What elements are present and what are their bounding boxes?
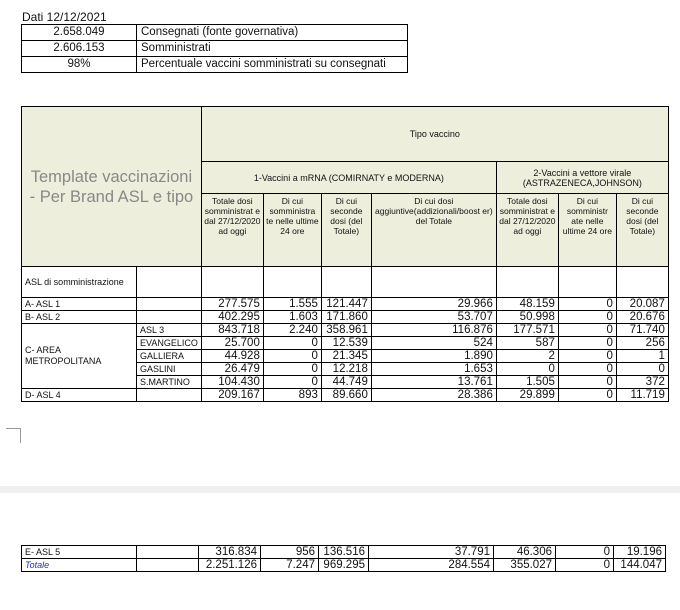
value-cell: 19.196 <box>614 546 666 559</box>
col-header-totale-vector: Totale dosi somministrat e dal 27/12/2020 ad oggi <box>496 194 558 267</box>
value-cell: 358.961 <box>321 324 371 337</box>
value-cell: 0 <box>558 337 616 350</box>
col-header-seconde-vector: Di cui seconde dosi (del Totale) <box>616 194 668 267</box>
value-cell: 20.087 <box>616 298 668 311</box>
value-cell: 104.430 <box>201 376 263 389</box>
value-cell: 0 <box>263 376 321 389</box>
tipo-vaccino-header: Tipo vaccino <box>201 107 668 162</box>
col-header-aggiuntive-mrna: Di cui dosi aggiuntive(addizionali/boost er) del Totale <box>371 194 496 267</box>
value-cell: 26.479 <box>201 363 263 376</box>
value-cell: 48.159 <box>496 298 558 311</box>
total-value-cell: 969.295 <box>319 559 369 572</box>
value-cell: 0 <box>263 350 321 363</box>
value-cell: 29.899 <box>496 389 558 402</box>
asl-label-cell: ASL di somministrazione <box>22 267 137 298</box>
summary-value: 98% <box>22 57 137 73</box>
summary-row <box>22 41 408 57</box>
value-cell: 89.660 <box>321 389 371 402</box>
value-cell: 0 <box>558 311 616 324</box>
value-cell: 53.707 <box>371 311 496 324</box>
viral-vector-group-header: 2-Vaccini a vettore virale (ASTRAZENECA,JOHNSON) <box>496 162 668 194</box>
value-cell: 1 <box>616 350 668 363</box>
summary-label: Consegnati (fonte governativa) <box>137 25 408 41</box>
value-cell: 316.834 <box>199 546 261 559</box>
value-cell: 12.539 <box>321 337 371 350</box>
value-cell: 1.603 <box>263 311 321 324</box>
summary-row <box>22 25 408 41</box>
value-cell: 956 <box>261 546 319 559</box>
col-header-24h-vector: Di cui somministr ate nelle ultime 24 ore <box>558 194 616 267</box>
total-value-cell: 284.554 <box>369 559 494 572</box>
value-cell: 843.718 <box>201 324 263 337</box>
summary-label: Somministrati <box>137 41 408 57</box>
total-label: Totale <box>22 559 137 572</box>
total-value-cell: 144.047 <box>614 559 666 572</box>
value-cell: 25.700 <box>201 337 263 350</box>
value-cell: 2.240 <box>263 324 321 337</box>
value-cell: 0 <box>558 350 616 363</box>
value-cell: 29.966 <box>371 298 496 311</box>
summary-row <box>22 57 408 73</box>
col-header-24h-mrna: Di cui somministra te nelle ultime 24 ore <box>263 194 321 267</box>
row-label: B- ASL 2 <box>22 311 137 324</box>
total-value-cell: 2.251.126 <box>199 559 261 572</box>
row-label: A- ASL 1 <box>22 298 137 311</box>
row-label: E- ASL 5 <box>22 546 137 559</box>
value-cell: 0 <box>263 337 321 350</box>
col-header-totale-mrna: Totale dosi somministrat e dal 27/12/2020 ad oggi <box>201 194 263 267</box>
value-cell: 37.791 <box>369 546 494 559</box>
value-cell: 0 <box>558 324 616 337</box>
sub-label: GALLIERA <box>137 350 202 363</box>
value-cell: 28.386 <box>371 389 496 402</box>
summary-table <box>21 24 408 73</box>
value-cell: 402.295 <box>201 311 263 324</box>
total-value-cell: 355.027 <box>494 559 556 572</box>
value-cell: 71.740 <box>616 324 668 337</box>
value-cell: 372 <box>616 376 668 389</box>
page-break <box>0 486 680 493</box>
value-cell: 44.749 <box>321 376 371 389</box>
value-cell: 893 <box>263 389 321 402</box>
value-cell: 0 <box>558 363 616 376</box>
vaccination-table <box>21 106 669 402</box>
value-cell: 0 <box>556 546 614 559</box>
value-cell: 1.505 <box>496 376 558 389</box>
value-cell: 171.860 <box>321 311 371 324</box>
value-cell: 46.306 <box>494 546 556 559</box>
value-cell: 1.890 <box>371 350 496 363</box>
value-cell: 21.345 <box>321 350 371 363</box>
value-cell: 136.516 <box>319 546 369 559</box>
sub-label: S.MARTINO <box>137 376 202 389</box>
value-cell: 0 <box>558 376 616 389</box>
total-value-cell: 0 <box>556 559 614 572</box>
col-header-seconde-mrna: Di cui seconde dosi (del Totale) <box>321 194 371 267</box>
value-cell: 0 <box>263 363 321 376</box>
table-title: Template vaccinazioni - Per Brand ASL e tipo <box>22 107 202 267</box>
summary-label: Percentuale vaccini somministrati su consegnati <box>137 57 408 73</box>
value-cell: 256 <box>616 337 668 350</box>
value-cell: 2 <box>496 350 558 363</box>
total-value-cell: 7.247 <box>261 559 319 572</box>
value-cell: 0 <box>558 298 616 311</box>
value-cell: 177.571 <box>496 324 558 337</box>
row-label: D- ASL 4 <box>22 389 137 402</box>
value-cell: 277.575 <box>201 298 263 311</box>
value-cell: 0 <box>558 389 616 402</box>
mrna-group-header: 1-Vaccini a mRNA (COMIRNATY e MODERNA) <box>201 162 496 194</box>
value-cell: 1.555 <box>263 298 321 311</box>
value-cell: 209.167 <box>201 389 263 402</box>
value-cell: 20.676 <box>616 311 668 324</box>
sub-label: EVANGELICO <box>137 337 202 350</box>
value-cell: 12.218 <box>321 363 371 376</box>
sub-label: GASLINI <box>137 363 202 376</box>
metro-label: C- AREA METROPOLITANA <box>22 324 137 389</box>
value-cell: 13.761 <box>371 376 496 389</box>
value-cell: 44.928 <box>201 350 263 363</box>
date-label: Dati 12/12/2021 <box>22 10 107 24</box>
value-cell: 587 <box>496 337 558 350</box>
page-corner-marker <box>6 428 21 443</box>
summary-value: 2.606.153 <box>22 41 137 57</box>
value-cell: 116.876 <box>371 324 496 337</box>
value-cell: 1.653 <box>371 363 496 376</box>
value-cell: 0 <box>496 363 558 376</box>
value-cell: 11.719 <box>616 389 668 402</box>
summary-value: 2.658.049 <box>22 25 137 41</box>
sub-label: ASL 3 <box>137 324 202 337</box>
value-cell: 524 <box>371 337 496 350</box>
value-cell: 0 <box>616 363 668 376</box>
value-cell: 50.998 <box>496 311 558 324</box>
value-cell: 121.447 <box>321 298 371 311</box>
vaccination-table-continued <box>21 545 666 572</box>
